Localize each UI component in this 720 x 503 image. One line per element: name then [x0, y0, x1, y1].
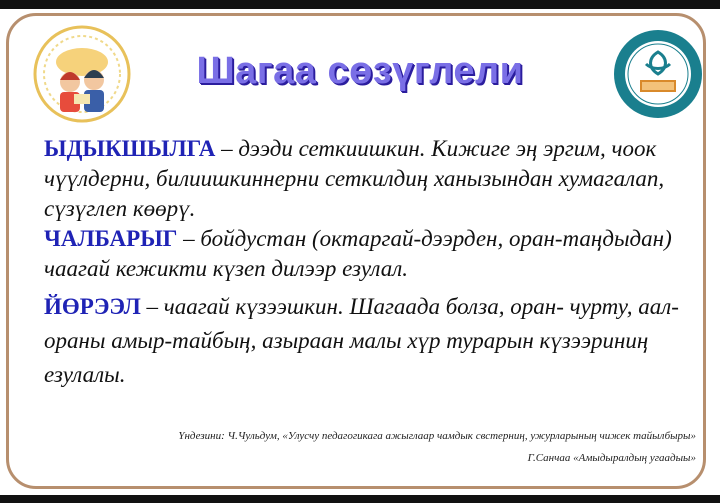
glossary-term: ЧАЛБАРЫГ — [44, 226, 178, 251]
glossary-term: ЫДЫКШЫЛГА — [44, 136, 216, 161]
source-footnote-author: Г.Санчаа «Амыдыралдың угаадыы» — [527, 452, 696, 464]
glossary-entry — [44, 134, 704, 224]
glossary-term: ЙӨРЭЭЛ — [44, 294, 141, 319]
glossary-definition: – дээди сеткиишкин. Кижиге эң эргим, чоок чүүлдерни, билиишкиннерни сеткилдиң ханызындан хумагалап, сүзүглеп көөрү. — [44, 136, 665, 221]
glossary-definition: – чаагай күзээшкин. Шагаада болза, оран- чурту, аал-ораны амыр-тайбың, азыраан малы хүр турарын күзээриниң езулалы. — [44, 294, 679, 387]
slide-title: Шагаа сөзүглели — [196, 50, 524, 92]
glossary-entry — [44, 290, 704, 392]
glossary-content — [44, 134, 704, 392]
glossary-entry — [44, 224, 704, 284]
source-footnote: Үндезини: Ч.Чульдум, «Улусчу педагогикага ажыглаар чамдык свстерниң, ужурларының чижек тайылбыры» — [178, 430, 696, 442]
institute-logo — [612, 28, 704, 120]
top-black-bar — [0, 0, 720, 9]
bottom-black-bar — [0, 495, 720, 503]
glossary-definition: – бойдустан (октаргай-дээрден, оран-таңдыдан) чаагай кежикти күзеп дилээр езулал. — [44, 226, 672, 281]
